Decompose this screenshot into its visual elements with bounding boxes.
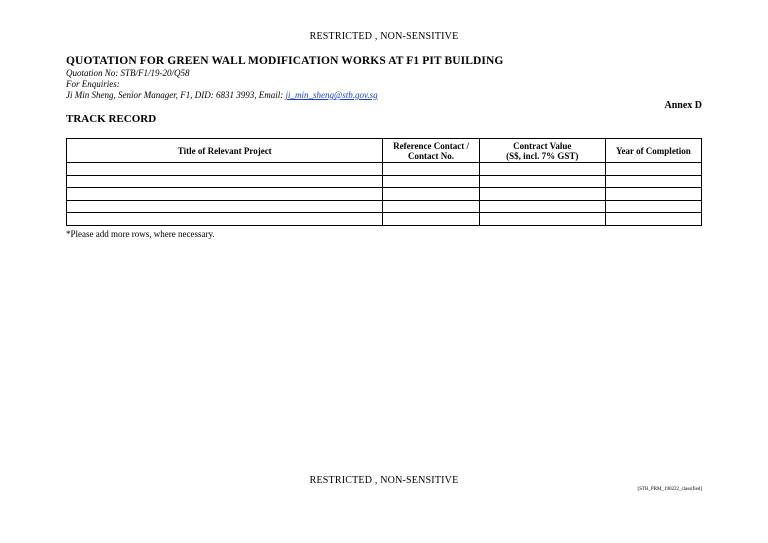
contact-email-link[interactable]: ji_min_sheng@stb.gov.sg [285,90,378,100]
header-year-text: Year of Completion [615,145,691,156]
header-year-completion [605,139,701,163]
table-cell[interactable] [605,213,701,226]
header-reference-contact [383,139,479,163]
table-header-row [67,139,702,163]
table-cell[interactable] [383,200,479,213]
contact-line [66,90,378,101]
table-cell[interactable] [479,188,605,201]
table-cell[interactable] [383,213,479,226]
contact-details: Ji Min Sheng, Senior Manager, F1, DID: 6831 3993, Email: [66,90,286,100]
table-row [67,213,702,226]
table-cell[interactable] [67,213,383,226]
table-cell[interactable] [67,163,383,176]
table-row [67,200,702,213]
header-project-title [67,139,383,163]
annex-label: Annex D [664,100,702,111]
table-row [67,163,702,176]
section-heading: TRACK RECORD [66,113,157,125]
enquiries-label: For Enquiries: [66,79,120,89]
document-title: QUOTATION FOR GREEN WALL MODIFICATION WORKS AT F1 PIT BUILDING [66,55,504,67]
table-cell[interactable] [383,188,479,201]
track-record-table [66,138,702,226]
table-cell[interactable] [605,188,701,201]
quotation-number: Quotation No: STB/F1/19-20/Q58 [66,68,190,78]
table-note: *Please add more rows, where necessary. [66,229,215,239]
table-cell[interactable] [479,200,605,213]
header-reference-line1: Reference Contact / [393,140,469,151]
classification-footer: RESTRICTED , NON-SENSITIVE [309,475,459,486]
table-cell[interactable] [383,175,479,188]
table-cell[interactable] [605,200,701,213]
header-contract-value [479,139,605,163]
header-value-line2: (S$, incl. 7% GST) [506,150,579,161]
table-cell[interactable] [479,213,605,226]
header-value-line1: Contract Value [513,140,572,151]
table-cell[interactable] [383,163,479,176]
header-reference-line2: Contact No. [408,150,455,161]
table-cell[interactable] [67,200,383,213]
table-cell[interactable] [67,175,383,188]
table-cell[interactable] [479,163,605,176]
table-cell[interactable] [479,175,605,188]
table-row [67,188,702,201]
table-row [67,175,702,188]
footer-reference: [STB_PRM_190222_classified] [637,487,702,492]
table-cell[interactable] [67,188,383,201]
classification-header: RESTRICTED , NON-SENSITIVE [309,31,459,42]
table-cell[interactable] [605,175,701,188]
header-project-title-text: Title of Relevant Project [177,145,272,156]
table-cell[interactable] [605,163,701,176]
